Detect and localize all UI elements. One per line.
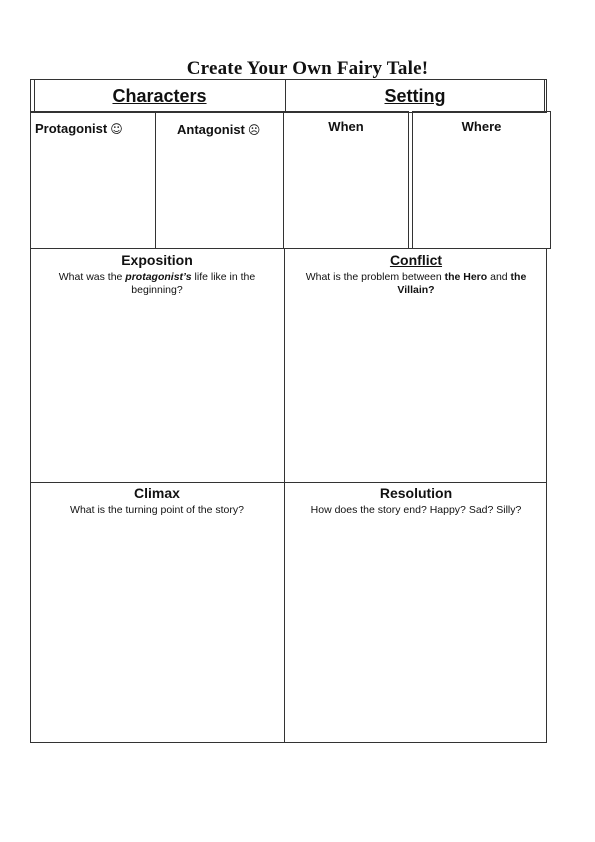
where-label: Where bbox=[461, 119, 502, 134]
antagonist-label: Antagonist ☹ bbox=[177, 122, 261, 137]
protagonist-label: Protagonist ☺ bbox=[35, 121, 123, 136]
climax-prompt: What is the turning point of the story? bbox=[70, 504, 244, 516]
conflict-title: Conflict bbox=[389, 252, 443, 268]
setting-header: Setting bbox=[384, 86, 446, 106]
exposition-prompt: What was the protagonist’s life like in the beginning? bbox=[58, 271, 256, 296]
conflict-prompt: What is the problem between the Hero and the Villain? bbox=[305, 271, 527, 296]
when-label: When bbox=[328, 119, 364, 134]
climax-cell[interactable] bbox=[30, 483, 284, 743]
smiley-face-icon: ☺ bbox=[110, 122, 123, 136]
resolution-prompt: How does the story end? Happy? Sad? Silly? bbox=[310, 504, 522, 516]
climax-title: Climax bbox=[134, 485, 180, 501]
characters-header: Characters bbox=[112, 86, 207, 106]
page-title: Create Your Own Fairy Tale! bbox=[186, 58, 429, 79]
resolution-title: Resolution bbox=[379, 485, 453, 501]
resolution-cell[interactable] bbox=[285, 483, 547, 743]
exposition-title: Exposition bbox=[121, 252, 193, 268]
frowning-face-icon: ☹ bbox=[247, 123, 261, 137]
